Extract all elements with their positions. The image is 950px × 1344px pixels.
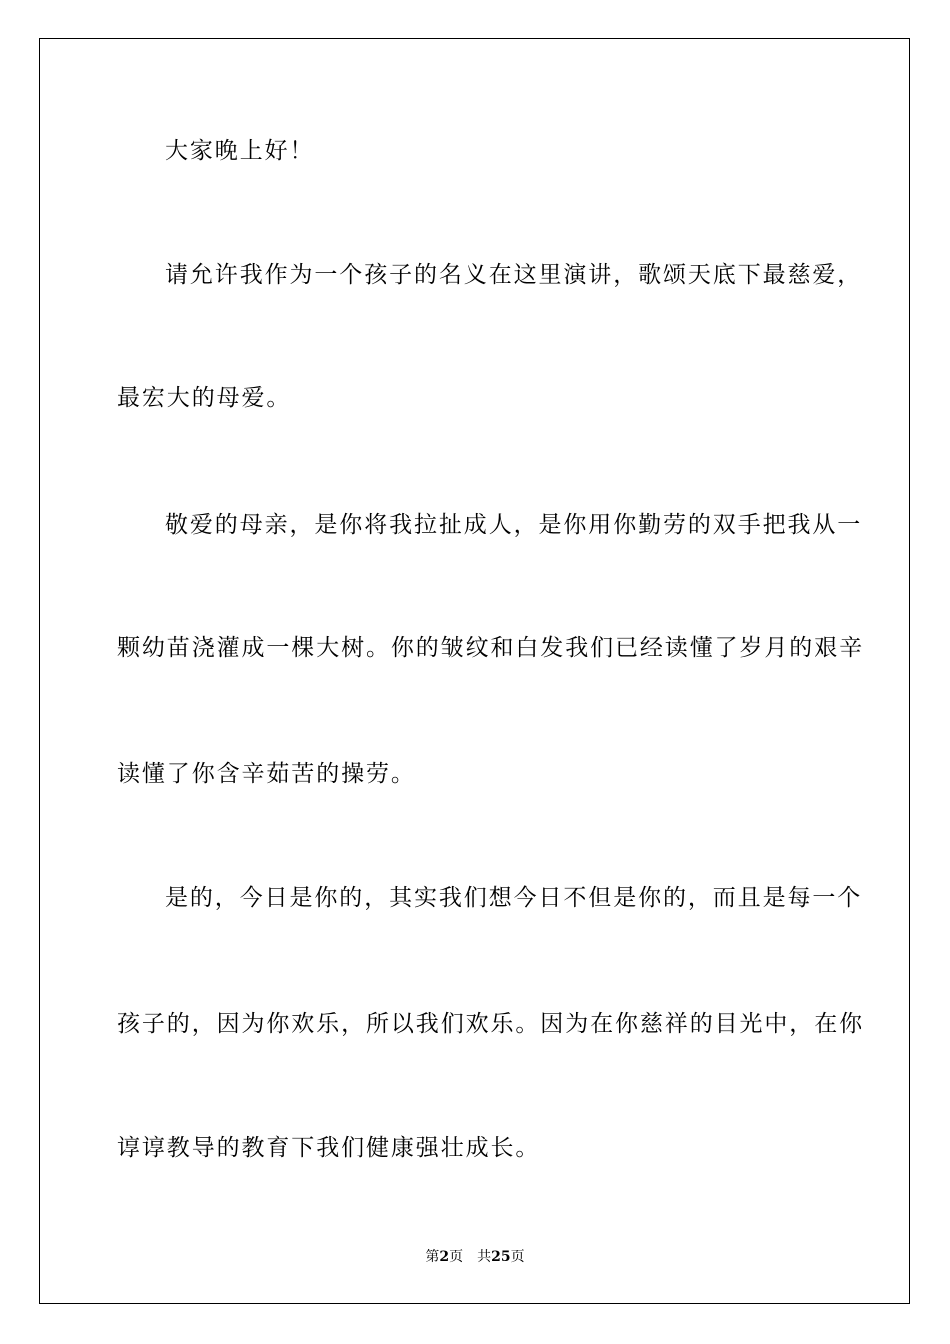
paragraph-line: 最宏大的母爱。 (117, 385, 292, 411)
page-suffix: 页 (449, 1249, 464, 1265)
greeting-line: 大家晚上好！ (165, 138, 315, 164)
total-suffix: 页 (510, 1249, 525, 1265)
paragraph-line: 谆谆教导的教育下我们健康强壮成长。 (117, 1135, 541, 1161)
page-footer (0, 1248, 950, 1266)
paragraph-line: 颗幼苗浇灌成一棵大树。你的皱纹和白发我们已经读懂了岁月的艰辛 (117, 635, 864, 661)
paragraph-line: 孩子的，因为你欢乐，所以我们欢乐。因为在你慈祥的目光中，在你 (117, 1011, 864, 1037)
total-prefix: 共 (477, 1249, 492, 1265)
paragraph-line: 请允许我作为一个孩子的名义在这里演讲，歌颂天底下最慈爱， (165, 262, 863, 288)
total-pages: 25 (491, 1249, 511, 1265)
paragraph-line: 是的，今日是你的，其实我们想今日不但是你的，而且是每一个 (165, 885, 863, 911)
paragraph-line: 读懂了你含辛茹苦的操劳。 (117, 761, 416, 787)
paragraph-line: 敬爱的母亲，是你将我拉扯成人，是你用你勤劳的双手把我从一 (165, 512, 863, 538)
page-prefix: 第 (425, 1249, 440, 1265)
page-number: 2 (439, 1249, 450, 1265)
page-border (39, 38, 910, 1304)
